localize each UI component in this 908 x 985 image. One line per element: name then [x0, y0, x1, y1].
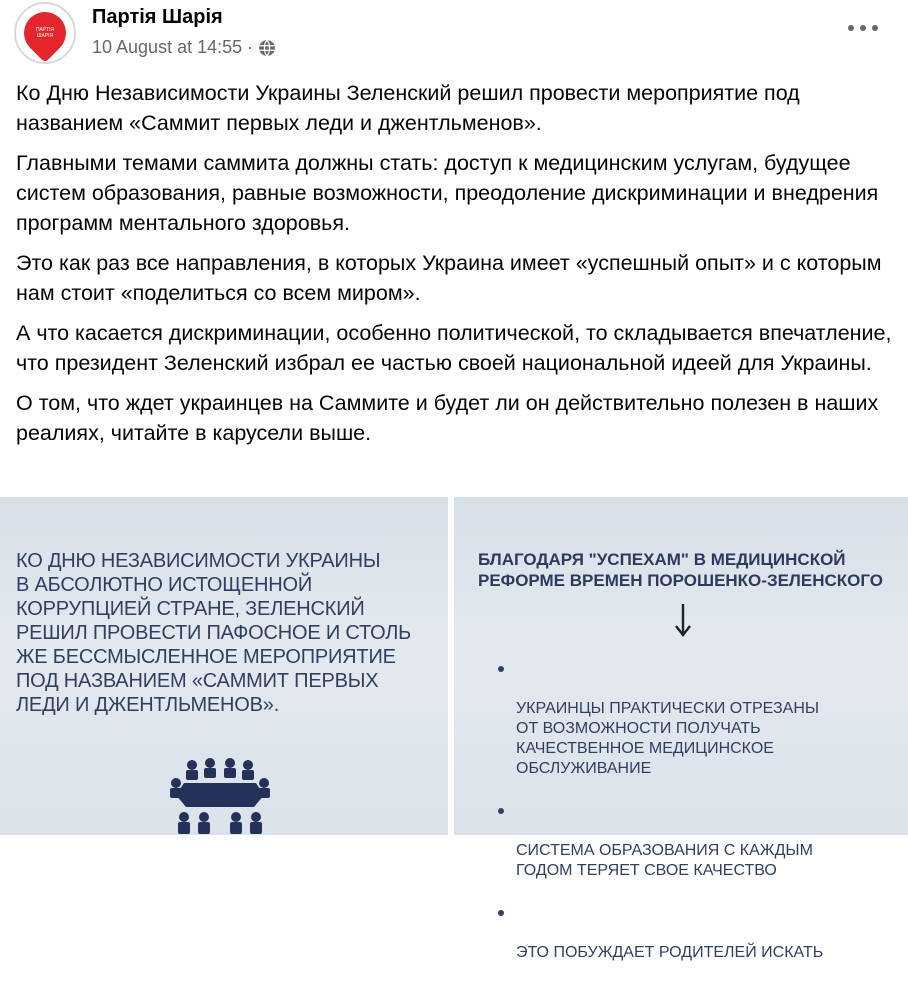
- bullet-text: СИСТЕМА ОБРАЗОВАНИЯ С КАЖДЫМ ГОДОМ ТЕРЯЕТ СВОЕ КАЧЕСТВО: [516, 842, 813, 879]
- page-avatar[interactable]: [14, 2, 76, 64]
- post-paragraph: Главными темами саммита должны стать: доступ к медицинским услугам, будущее систем образования, равные возможности, преодоление дискриминации и внедрения программ ментального здоровья.: [16, 151, 879, 235]
- post-text: [16, 78, 896, 458]
- more-dot: [860, 25, 866, 31]
- more-options-icon[interactable]: [848, 18, 878, 38]
- avatar-logo-text: ПАРТІЯ ШАРІЯ: [35, 27, 55, 39]
- slide-2-bullet: [494, 903, 894, 963]
- slide-2-bullet-list: [494, 659, 894, 985]
- bullet-text: УКРАИНЦЫ ПРАКТИЧЕСКИ ОТРЕЗАНЫ ОТ ВОЗМОЖНОСТИ ПОЛУЧАТЬ КАЧЕСТВЕННОЕ МЕДИЦИНСКОЕ ОБСЛУЖИВАНИЕ: [516, 700, 820, 777]
- slide-2-bullet: [494, 801, 894, 881]
- more-dot: [872, 25, 878, 31]
- bullet-text: ЭТО ПОБУЖДАЕТ РОДИТЕЛЕЙ ИСКАТЬ: [516, 944, 824, 961]
- carousel-slide-2[interactable]: [454, 497, 908, 961]
- image-carousel: [0, 497, 908, 961]
- meta-separator: ·: [247, 37, 254, 57]
- post-header: [0, 0, 908, 80]
- post-timestamp[interactable]: 10 August at 14:55: [92, 37, 243, 57]
- post-paragraph: Ко Дню Независимости Украины Зеленский решил провести мероприятие под названием «Саммит первых леди и джентльменов».: [16, 81, 800, 135]
- conference-table-icon: [168, 759, 272, 839]
- slide-2-bullet: [494, 659, 894, 779]
- slide-1-text: КО ДНЮ НЕЗАВИСИМОСТИ УКРАИНЫ В АБСОЛЮТНО ИСТОЩЕННОЙ КОРРУПЦИЕЙ СТРАНЕ, ЗЕЛЕНСКИЙ РЕШИЛ ПРОВЕСТИ ПАФОСНОЕ И СТОЛЬ ЖЕ БЕССМЫСЛЕННОЕ МЕРОПРИЯТИЕ ПОД НАЗВАНИЕМ «САММИТ ПЕРВЫХ ЛЕДИ И ДЖЕНТЛЬМЕНОВ».: [16, 550, 412, 716]
- post-paragraph: О том, что ждет украинцев на Саммите и будет ли он действительно полезен в наших реалиях, читайте в карусели выше.: [16, 391, 879, 445]
- carousel-slide-1[interactable]: [0, 497, 448, 835]
- post-paragraph: Это как раз все направления, в которых Украина имеет «успешный опыт» и с которым нам стоит «поделиться со всем миром».: [16, 251, 882, 305]
- bullet-dot: [498, 910, 504, 916]
- post-meta: [92, 37, 276, 58]
- slide-2-heading: БЛАГОДАРЯ "УСПЕХАМ" В МЕДИЦИНСКОЙ РЕФОРМЕ ВРЕМЕН ПОРОШЕНКО-ЗЕЛЕНСКОГО: [478, 550, 883, 590]
- arrow-down-icon: [674, 603, 692, 637]
- party-logo: [15, 3, 74, 62]
- globe-icon[interactable]: [258, 39, 276, 57]
- bullet-dot: [498, 808, 504, 814]
- more-dot: [848, 25, 854, 31]
- page-name-link[interactable]: Партія Шарія: [92, 6, 223, 28]
- bullet-dot: [498, 666, 504, 672]
- post-paragraph: А что касается дискриминации, особенно политической, то складывается впечатление, что президент Зеленский избрал ее частью своей национальной идеей для Украины.: [16, 321, 892, 375]
